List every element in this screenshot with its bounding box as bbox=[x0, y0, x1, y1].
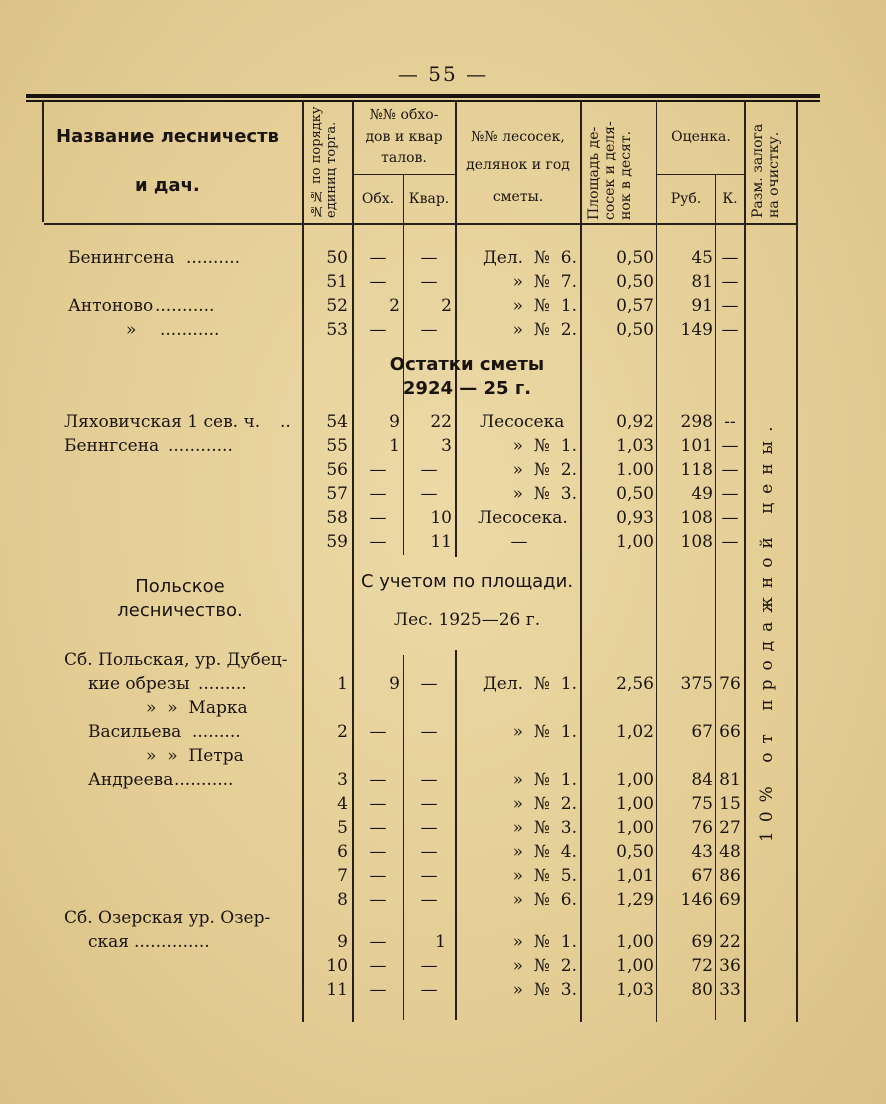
row-kvar: — bbox=[420, 866, 438, 886]
row-rub: 67 bbox=[691, 866, 713, 886]
s2-name-0: Ляховичская 1 сев. ч. bbox=[64, 412, 261, 432]
row-obkh: — bbox=[369, 460, 387, 480]
header-kop: К. bbox=[722, 191, 738, 207]
row-rub: 75 bbox=[691, 794, 713, 814]
row-area: 1,29 bbox=[616, 890, 654, 910]
row-kvar: 11 bbox=[430, 532, 452, 552]
row-num: 53 bbox=[326, 320, 348, 340]
row-rub: 80 bbox=[691, 980, 713, 1000]
row-kop: 76 bbox=[719, 674, 741, 694]
s3-group1-line1: Сб. Польская, ур. Дубец- bbox=[64, 650, 288, 670]
row-kvar: — bbox=[420, 842, 438, 862]
row-obkh: — bbox=[369, 932, 387, 952]
row-area: 1,00 bbox=[616, 794, 654, 814]
col-line-kop bbox=[744, 102, 746, 1022]
s1-dots-2: ........... bbox=[155, 296, 215, 316]
row-kop: — bbox=[721, 272, 739, 292]
row-kop: 22 bbox=[719, 932, 741, 952]
row-area: 0,93 bbox=[616, 508, 654, 528]
col-line-name bbox=[302, 102, 304, 1022]
row-num: 56 bbox=[326, 460, 348, 480]
s1-name-3: » bbox=[126, 320, 137, 340]
row-kvar: — bbox=[420, 460, 438, 480]
row-num: 59 bbox=[326, 532, 348, 552]
header-area-col: Площадь де- сосек и деля- нок в десят. bbox=[586, 121, 635, 220]
header-bottom-rule bbox=[44, 223, 796, 225]
row-lesosek: » № 3. bbox=[512, 484, 577, 504]
col-line-right bbox=[796, 102, 798, 1022]
row-area: 1,00 bbox=[616, 932, 654, 952]
row-num: 6 bbox=[337, 842, 348, 862]
s3-group1-line2: кие обрезы bbox=[88, 674, 190, 694]
row-obkh: — bbox=[369, 890, 387, 910]
header-order-col: №№ по порядку единиц торга. bbox=[309, 106, 339, 218]
top-rule-thin bbox=[26, 100, 820, 102]
row-rub: 149 bbox=[680, 320, 713, 340]
page-number: — 55 — bbox=[397, 62, 489, 86]
row-kop: -- bbox=[724, 412, 736, 432]
row-obkh: — bbox=[369, 532, 387, 552]
row-num: 51 bbox=[326, 272, 348, 292]
header-obkh-group-3: талов. bbox=[381, 150, 427, 166]
header-obkh-group-2: дов и квар bbox=[365, 129, 443, 145]
row-lesosek: » № 1. bbox=[512, 770, 577, 790]
row-kvar: 2 bbox=[441, 296, 452, 316]
row-kvar: 10 bbox=[430, 508, 452, 528]
row-area: 0,50 bbox=[616, 272, 654, 292]
row-obkh: 9 bbox=[389, 412, 400, 432]
row-kvar: — bbox=[420, 818, 438, 838]
row-rub: 45 bbox=[691, 248, 713, 268]
row-num: 52 bbox=[326, 296, 348, 316]
section2-title-1: Остатки сметы bbox=[389, 354, 545, 375]
row-num: 10 bbox=[326, 956, 348, 976]
row-lesosek: » № 1. bbox=[512, 722, 577, 742]
s3-dots-1: ......... bbox=[198, 674, 247, 694]
row-area: 0,57 bbox=[616, 296, 654, 316]
row-kop: 81 bbox=[719, 770, 741, 790]
s2-dots-0: .. bbox=[280, 412, 291, 432]
header-name-line2: и дач. bbox=[135, 175, 200, 196]
ocenka-sub-rule bbox=[656, 174, 744, 175]
row-rub: 49 bbox=[691, 484, 713, 504]
row-num: 3 bbox=[337, 770, 348, 790]
s3-dots-3: ........... bbox=[174, 770, 234, 790]
s1-dots-3: ........... bbox=[160, 320, 220, 340]
row-rub: 72 bbox=[691, 956, 713, 976]
row-lesosek: » № 6. bbox=[512, 890, 577, 910]
row-lesosek: » № 7. bbox=[512, 272, 577, 292]
row-obkh: — bbox=[369, 508, 387, 528]
row-kop: — bbox=[721, 296, 739, 316]
row-rub: 108 bbox=[680, 532, 713, 552]
row-num: 57 bbox=[326, 484, 348, 504]
section2-title-2: 2924 — 25 г. bbox=[402, 378, 532, 399]
row-area: 0,92 bbox=[616, 412, 654, 432]
row-lesosek: Лесосека bbox=[480, 412, 565, 432]
s2-dots-1: ............ bbox=[168, 436, 233, 456]
row-kop: 36 bbox=[719, 956, 741, 976]
row-kop: 27 bbox=[719, 818, 741, 838]
row-num: 11 bbox=[326, 980, 348, 1000]
row-lesosek: Лесосека. bbox=[478, 508, 568, 528]
row-obkh: — bbox=[369, 818, 387, 838]
row-kvar: 22 bbox=[430, 412, 452, 432]
row-lesosek: » № 4. bbox=[512, 842, 577, 862]
row-area: 2,56 bbox=[616, 674, 654, 694]
row-num: 50 bbox=[326, 248, 348, 268]
s3-group4-line1: Сб. Озерская ур. Озер- bbox=[64, 908, 271, 928]
row-obkh: — bbox=[369, 722, 387, 742]
row-lesosek: » № 1. bbox=[512, 296, 577, 316]
s1-dots-0: .......... bbox=[186, 248, 241, 268]
row-area: 1,00 bbox=[616, 956, 654, 976]
row-obkh: 2 bbox=[389, 296, 400, 316]
row-num: 54 bbox=[326, 412, 348, 432]
row-lesosek: » № 1. bbox=[512, 436, 577, 456]
row-obkh: — bbox=[369, 980, 387, 1000]
row-obkh: 9 bbox=[389, 674, 400, 694]
row-num: 1 bbox=[337, 674, 348, 694]
s2-name-1: Беннгсена bbox=[64, 436, 160, 456]
row-kvar: — bbox=[420, 794, 438, 814]
row-lesosek: » № 1. bbox=[512, 932, 577, 952]
header-lesosek-1: №№ лесосек, bbox=[471, 129, 565, 145]
row-kop: — bbox=[721, 484, 739, 504]
zalog-note: 10% от продажной цены. bbox=[757, 417, 777, 843]
row-area: 1,03 bbox=[616, 436, 654, 456]
section3-title-2: Лес. 1925—26 г. bbox=[393, 610, 541, 630]
header-rub: Руб. bbox=[670, 191, 702, 207]
col-line-area bbox=[656, 102, 657, 1022]
s1-name-2: Антоново bbox=[68, 296, 154, 316]
row-rub: 84 bbox=[691, 770, 713, 790]
row-rub: 108 bbox=[680, 508, 713, 528]
row-num: 7 bbox=[337, 866, 348, 886]
row-kvar: — bbox=[420, 248, 438, 268]
row-obkh: — bbox=[369, 248, 387, 268]
row-obkh: — bbox=[369, 866, 387, 886]
row-kvar: — bbox=[420, 890, 438, 910]
row-area: 1,03 bbox=[616, 980, 654, 1000]
row-kop: — bbox=[721, 508, 739, 528]
s3-group4-line2: ская bbox=[88, 932, 130, 952]
row-area: 0,50 bbox=[616, 842, 654, 862]
row-obkh: — bbox=[369, 484, 387, 504]
row-rub: 118 bbox=[680, 460, 713, 480]
s3-group2-line2: Васильева bbox=[88, 722, 182, 742]
row-kop: 66 bbox=[719, 722, 741, 742]
row-area: 1,02 bbox=[616, 722, 654, 742]
header-lesosek-2: делянок и год bbox=[466, 157, 570, 173]
row-lesosek: Дел. № 1. bbox=[482, 674, 577, 694]
header-zalog-col: Разм. залога на очистку. bbox=[750, 123, 783, 218]
row-area: 0,50 bbox=[616, 320, 654, 340]
col-line-kvar-2 bbox=[455, 650, 457, 1020]
row-area: 1,00 bbox=[616, 770, 654, 790]
row-obkh: — bbox=[369, 770, 387, 790]
row-lesosek: » № 5. bbox=[512, 866, 577, 886]
row-lesosek: » № 3. bbox=[512, 818, 577, 838]
row-area: 0,50 bbox=[616, 248, 654, 268]
row-kvar: — bbox=[420, 722, 438, 742]
row-kop: 69 bbox=[719, 890, 741, 910]
row-rub: 69 bbox=[691, 932, 713, 952]
row-rub: 146 bbox=[680, 890, 713, 910]
row-num: 5 bbox=[337, 818, 348, 838]
row-num: 55 bbox=[326, 436, 348, 456]
row-kop: — bbox=[721, 436, 739, 456]
header-obkh-group-1: №№ обхо- bbox=[369, 107, 439, 123]
row-obkh: — bbox=[369, 272, 387, 292]
row-kvar: 3 bbox=[441, 436, 452, 456]
row-kvar: 1 bbox=[435, 932, 446, 952]
row-area: 1.00 bbox=[616, 460, 654, 480]
row-rub: 67 bbox=[691, 722, 713, 742]
row-rub: 81 bbox=[691, 272, 713, 292]
row-lesosek: » № 3. bbox=[512, 980, 577, 1000]
header-kvar: Квар. bbox=[408, 191, 450, 207]
row-kvar: — bbox=[420, 980, 438, 1000]
s3-group3-line1: » » Петра bbox=[146, 746, 244, 766]
row-kop: — bbox=[721, 320, 739, 340]
row-area: 1,00 bbox=[616, 532, 654, 552]
row-area: 1,00 bbox=[616, 818, 654, 838]
row-num: 8 bbox=[337, 890, 348, 910]
row-obkh: — bbox=[369, 842, 387, 862]
top-rule-thick bbox=[26, 94, 820, 98]
s3-group2-line1: » » Марка bbox=[146, 698, 248, 718]
row-rub: 91 bbox=[691, 296, 713, 316]
row-rub: 101 bbox=[680, 436, 713, 456]
row-kvar: — bbox=[420, 770, 438, 790]
header-obkh: Обх. bbox=[361, 191, 395, 207]
s3-group3-line2: Андреева bbox=[88, 770, 174, 790]
row-kop: 48 bbox=[719, 842, 741, 862]
row-rub: 375 bbox=[680, 674, 713, 694]
row-obkh: — bbox=[369, 794, 387, 814]
row-kvar: — bbox=[420, 484, 438, 504]
section3-name-1: Польское bbox=[135, 576, 225, 597]
s1-name-0: Бенингсена bbox=[68, 248, 175, 268]
row-kvar: — bbox=[420, 956, 438, 976]
row-rub: 76 bbox=[691, 818, 713, 838]
obkh-sub-rule bbox=[352, 174, 455, 175]
row-num: 4 bbox=[337, 794, 348, 814]
row-kvar: — bbox=[420, 320, 438, 340]
row-kop: 86 bbox=[719, 866, 741, 886]
row-rub: 298 bbox=[680, 412, 713, 432]
row-obkh: — bbox=[369, 320, 387, 340]
col-line-kvar bbox=[455, 102, 457, 557]
row-lesosek: » № 2. bbox=[512, 320, 577, 340]
header-lesosek-3: сметы. bbox=[492, 189, 544, 205]
row-num: 58 bbox=[326, 508, 348, 528]
section3-title-1: С учетом по площади. bbox=[360, 571, 574, 592]
row-obkh: — bbox=[369, 956, 387, 976]
row-kop: — bbox=[721, 532, 739, 552]
row-kop: — bbox=[721, 460, 739, 480]
section3-name-2: лесничество. bbox=[117, 600, 243, 621]
header-ocenka: Оценка. bbox=[671, 129, 731, 145]
row-kop: — bbox=[721, 248, 739, 268]
row-lesosek: » № 2. bbox=[512, 794, 577, 814]
row-lesosek: Дел. № 6. bbox=[482, 248, 577, 268]
s3-dots-2: ......... bbox=[192, 722, 241, 742]
row-area: 1,01 bbox=[616, 866, 654, 886]
row-lesosek: » № 2. bbox=[512, 956, 577, 976]
row-area: 0,50 bbox=[616, 484, 654, 504]
header-name-line1: Название лесничеств bbox=[56, 126, 279, 147]
row-kvar: — bbox=[420, 674, 438, 694]
row-lesosek: — bbox=[510, 532, 528, 552]
row-num: 2 bbox=[337, 722, 348, 742]
col-line-left bbox=[42, 102, 44, 222]
s3-dots-4: .............. bbox=[134, 932, 210, 952]
row-kop: 15 bbox=[719, 794, 741, 814]
row-kvar: — bbox=[420, 272, 438, 292]
row-lesosek: » № 2. bbox=[512, 460, 577, 480]
row-num: 9 bbox=[337, 932, 348, 952]
row-obkh: 1 bbox=[389, 436, 400, 456]
col-line-lesosek bbox=[580, 102, 582, 1022]
row-kop: 33 bbox=[719, 980, 741, 1000]
row-rub: 43 bbox=[691, 842, 713, 862]
